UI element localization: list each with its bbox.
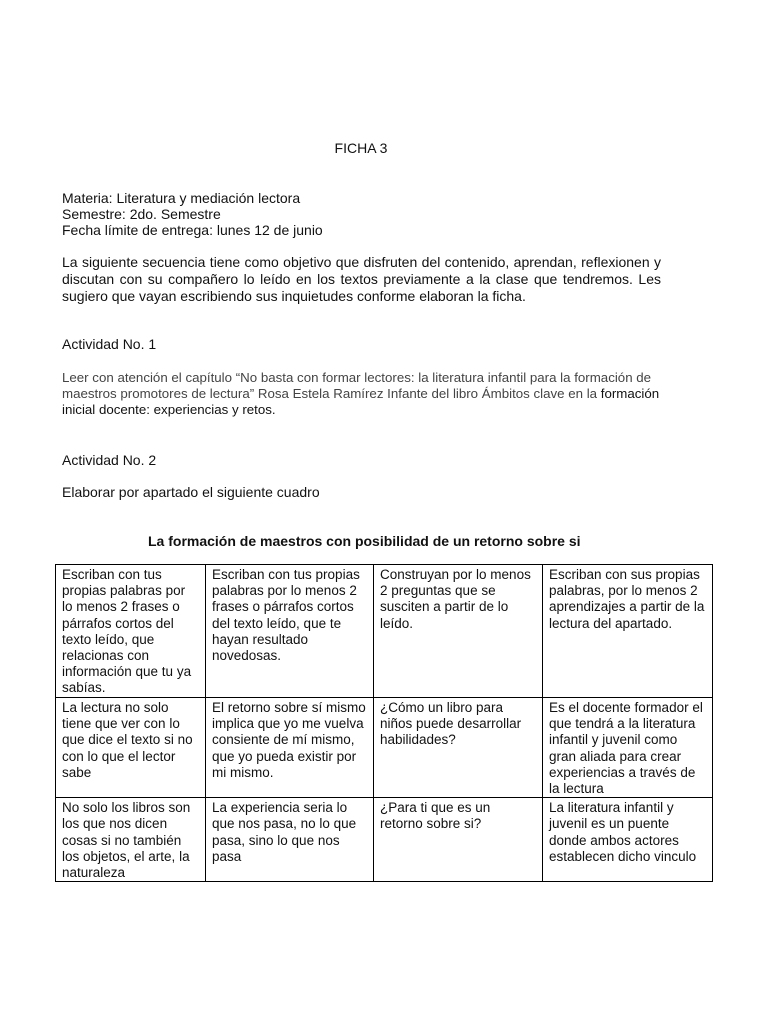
course-info: [62, 190, 323, 238]
page-title: FICHA 3: [334, 140, 388, 156]
table-cell: ¿Para ti que es un retorno sobre si?: [374, 798, 543, 882]
table-cell: No solo los libros son los que nos dicen cosas si no también los objetos, el arte, la naturaleza: [56, 798, 206, 882]
activity-2-instructions: Elaborar por apartado el siguiente cuadro: [62, 484, 320, 500]
table-row: [56, 698, 713, 798]
table-cell: Escriban con sus propias palabras, por lo menos 2 aprendizajes a partir de la lectura del apartado.: [543, 565, 713, 698]
table-cell: Escriban con tus propias palabras por lo menos 2 frases o párrafos cortos del texto leído, que relacionas con información que tu ya sabías.: [56, 565, 206, 698]
table-cell: El retorno sobre sí mismo implica que yo me vuelva consiente de mí mismo, que yo pueda existir por mi mismo.: [206, 698, 374, 798]
table-row: [56, 798, 713, 882]
subject-line: Materia: Literatura y mediación lectora: [62, 190, 301, 206]
activity-2-heading: Actividad No. 2: [62, 452, 157, 468]
table-cell: La lectura no solo tiene que ver con lo que dice el texto si no con lo que el lector sabe: [56, 698, 206, 798]
table-cell: La literatura infantil y juvenil es un puente donde ambos actores establecen dicho vinculo: [543, 798, 713, 882]
table-cell: ¿Cómo un libro para niños puede desarrollar habilidades?: [374, 698, 543, 798]
table-title: La formación de maestros con posibilidad de un retorno sobre si: [148, 533, 581, 549]
reading-table: [55, 564, 713, 882]
table-row: [56, 565, 713, 698]
table-cell: La experiencia seria lo que nos pasa, no lo que pasa, sino lo que nos pasa: [206, 798, 374, 882]
activity-1-instructions: [62, 370, 672, 418]
activity-1-text-part2: formación inicial docente: experiencias y retos.: [62, 386, 660, 417]
semester-line: Semestre: 2do. Semestre: [62, 206, 221, 222]
due-date-line: Fecha límite de entrega: lunes 12 de junio: [62, 222, 323, 238]
table-cell: Escriban con tus propias palabras por lo menos 2 frases o párrafos cortos del texto leído, que te hayan resultado novedosas.: [206, 565, 374, 698]
table-cell: Construyan por lo menos 2 preguntas que se susciten a partir de lo leído.: [374, 565, 543, 698]
table-cell: Es el docente formador el que tendrá a la literatura infantil y juvenil como gran aliada para crear experiencias a través de la lectura: [543, 698, 713, 798]
activity-1-text-part1: Leer con atención el capítulo “No basta con formar lectores: la literatura infantil para la formación de maestros promotores de lectura” Rosa Estela Ramírez Infante del libro Ámbitos clave en la: [62, 370, 652, 401]
activity-1-heading: Actividad No. 1: [62, 336, 157, 352]
intro-paragraph: La siguiente secuencia tiene como objetivo que disfruten del contenido, aprendan, reflexionen y discutan con su compañero lo leído en los textos previamente a la clase que tendremos. Les sugiero que vayan escribiendo sus inquietudes conforme elaboran la ficha.: [62, 254, 661, 304]
